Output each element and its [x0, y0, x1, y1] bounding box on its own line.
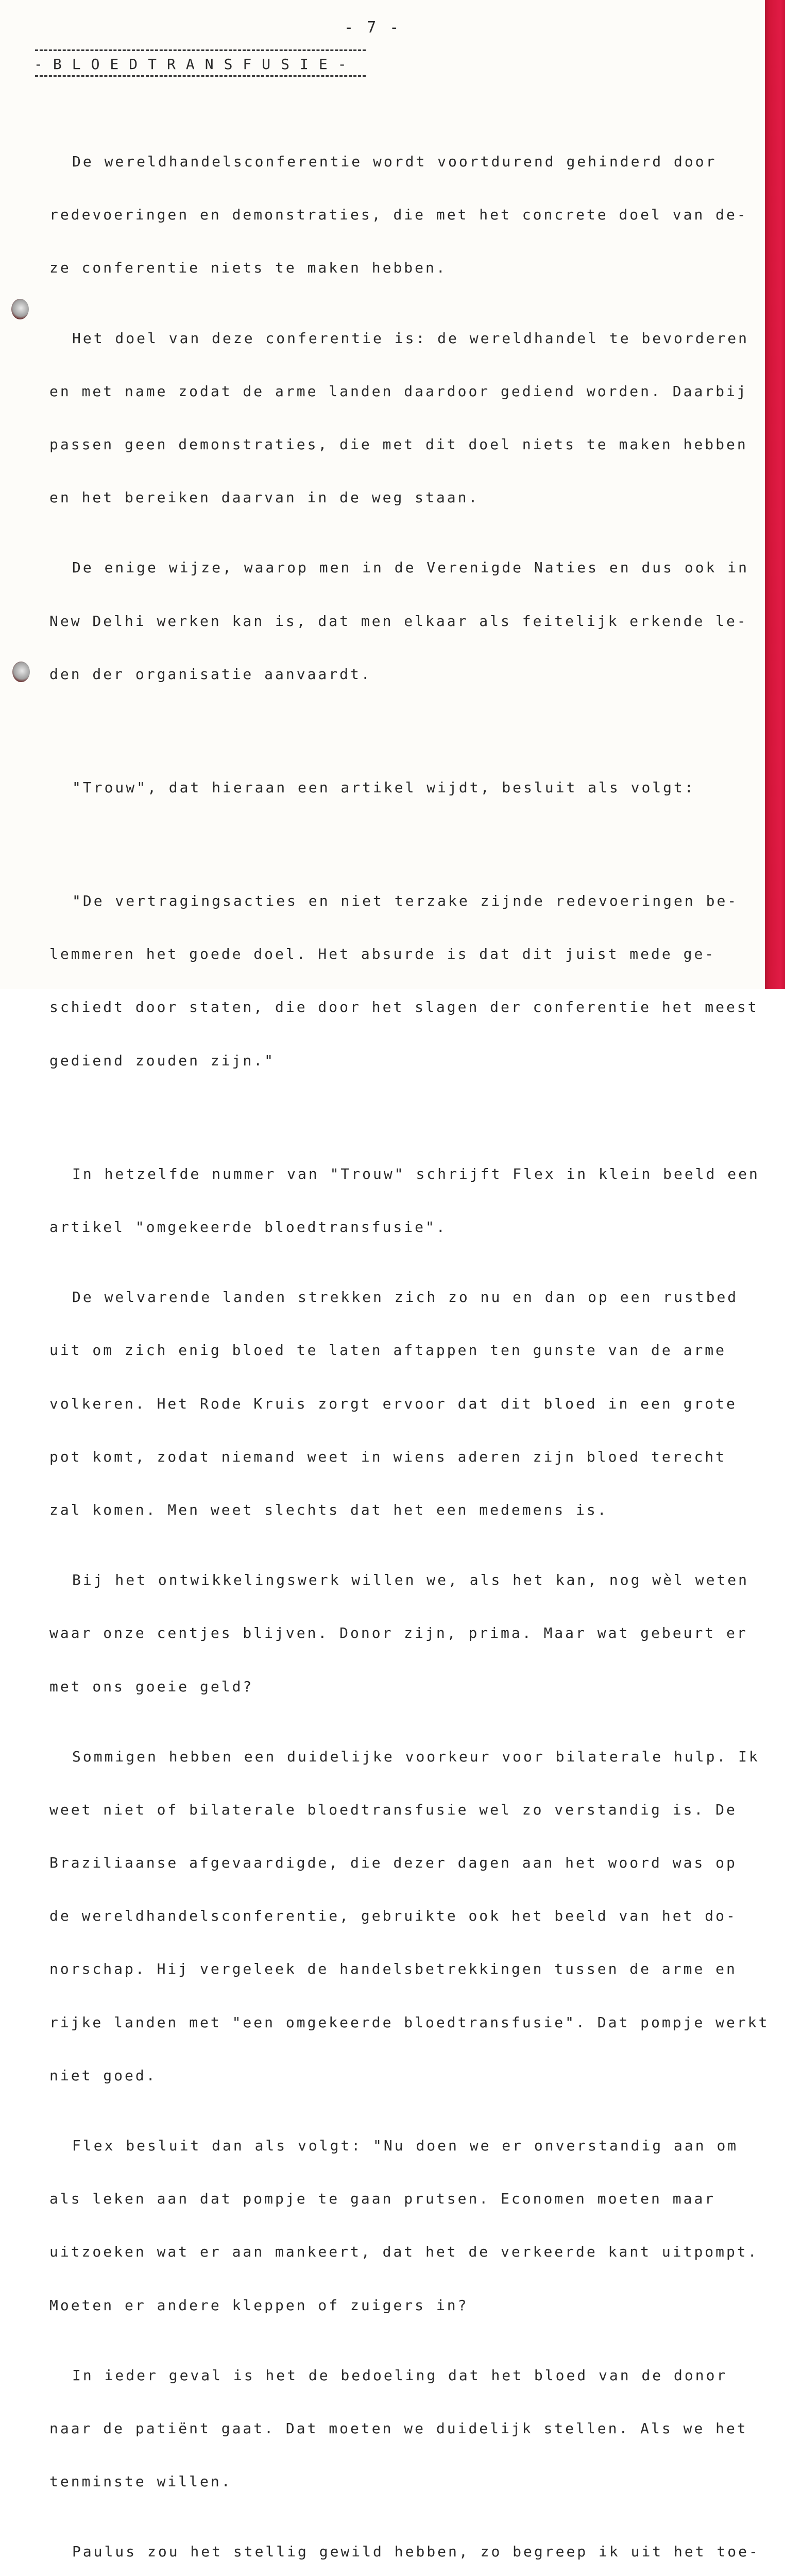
text-line: norschap. Hij vergeleek de handelsbetrekkingen tussen de arme en: [49, 1960, 737, 1978]
red-binder-edge: [765, 0, 785, 989]
text-line: gediend zouden zijn.": [49, 1052, 276, 1069]
text-line: met ons goeie geld?: [49, 1677, 254, 1695]
text-line: Het doel van deze conferentie is: de wereldhandel te bevorderen: [72, 329, 749, 347]
text-line: De wereldhandelsconferentie wordt voortdurend gehinderd door: [72, 153, 717, 170]
text-line: volkeren. Het Rode Kruis zorgt ervoor dat dit bloed in een grote: [49, 1395, 737, 1412]
text-line: en met name zodat de arme landen daardoor gediend worden. Daarbij: [49, 382, 748, 400]
punch-hole-top: [11, 299, 29, 319]
text-line: als leken aan dat pompje te gaan prutsen. Economen moeten maar: [49, 2190, 716, 2208]
paragraph-gap: [49, 831, 750, 840]
title-rule-top: [35, 49, 366, 51]
text-line: In hetzelfde nummer van "Trouw" schrijft Flex in klein beeld een: [72, 1165, 760, 1182]
text-line: In ieder geval is het de bedoeling dat het bloed van de donor: [72, 2366, 728, 2384]
text-line: ze conferentie niets te maken hebben.: [49, 259, 447, 277]
page-number: - 7 -: [344, 19, 401, 37]
text-line: de wereldhandelsconferentie, gebruikte ook het beeld van het do-: [49, 1907, 737, 1925]
text-line: uitzoeken wat er aan mankeert, dat het de verkeerde kant uitpompt.: [49, 2243, 759, 2261]
text-line: tenminste willen.: [49, 2473, 232, 2490]
text-line: "De vertragingsacties en niet terzake zijnde redevoeringen be-: [72, 892, 739, 910]
text-line: en het bereiken daarvan in de weg staan.: [49, 489, 480, 506]
text-line: weet niet of bilaterale bloedtransfusie wel zo verstandig is. De: [49, 1801, 737, 1818]
text-line: Moeten er andere kleppen of zuigers in?: [49, 2296, 469, 2314]
paragraph-gap: [49, 718, 750, 727]
text-line: pot komt, zodat niemand weet in wiens aderen zijn bloed terecht: [49, 1448, 727, 1465]
body-text: [49, 101, 770, 2576]
text-line: New Delhi werken kan is, dat men elkaar als feitelijk erkende le-: [49, 612, 748, 630]
text-line: redevoeringen en demonstraties, die met het concrete doel van de-: [49, 206, 748, 224]
text-line: waar onze centjes blijven. Donor zijn, prima. Maar wat gebeurt er: [49, 1624, 748, 1642]
title-rule-bottom: [35, 75, 366, 77]
text-line: Bij het ontwikkelingswerk willen we, als het kan, nog wèl weten: [72, 1571, 749, 1589]
text-line: De enige wijze, waarop men in de Verenigde Naties en dus ook in: [72, 559, 749, 577]
text-line: uit om zich enig bloed te laten aftappen ten gunste van de arme: [49, 1342, 727, 1359]
text-line: Flex besluit dan als volgt: "Nu doen we er onverstandig aan om: [72, 2137, 739, 2154]
text-line: Sommigen hebben een duidelijke voorkeur voor bilaterale hulp. Ik: [72, 1748, 760, 1765]
text-line: schiedt door staten, die door het slagen der conferentie het meest: [49, 998, 759, 1016]
punch-hole-bottom: [12, 662, 30, 682]
text-line: zal komen. Men weet slechts dat het een medemens is.: [49, 1501, 608, 1518]
text-line: naar de patiënt gaat. Dat moeten we duidelijk stellen. Als we het: [49, 2419, 748, 2437]
page-title: -BLOEDTRANSFUSIE-: [34, 56, 357, 73]
paragraph-gap: [49, 1104, 750, 1113]
text-line: niet goed.: [49, 2066, 157, 2084]
text-line: Paulus zou het stellig gewild hebben, zo begreep ik uit het toe-: [72, 2543, 760, 2561]
text-line: artikel "omgekeerde bloedtransfusie".: [49, 1218, 447, 1235]
text-line: den der organisatie aanvaardt.: [49, 665, 372, 683]
text-line: "Trouw", dat hieraan een artikel wijdt, besluit als volgt:: [72, 778, 695, 796]
text-line: rijke landen met "een omgekeerde bloedtransfusie". Dat pompje werkt: [49, 2013, 770, 2031]
text-line: passen geen demonstraties, die met dit doel niets te maken hebben: [49, 435, 748, 453]
text-line: Braziliaanse afgevaardigde, die dezer dagen aan het woord was op: [49, 1854, 737, 1872]
text-line: lemmeren het goede doel. Het absurde is dat dit juist mede ge-: [49, 945, 716, 963]
text-line: De welvarende landen strekken zich zo nu en dan op een rustbed: [72, 1289, 739, 1306]
